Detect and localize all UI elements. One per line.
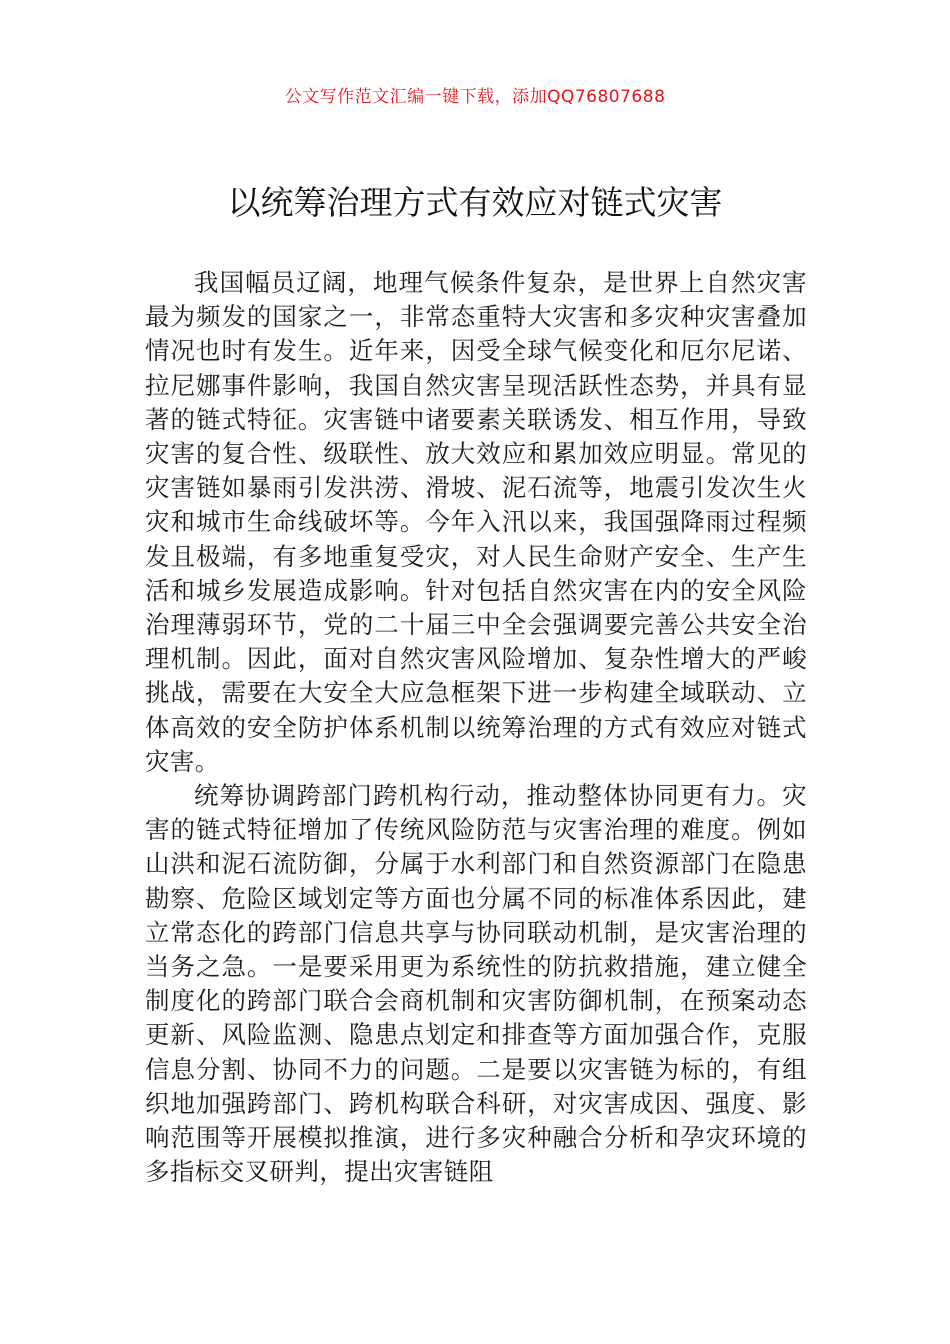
download-promo-note: 公文写作范文汇编一键下载，添加QQ76807688 — [284, 87, 666, 107]
body-paragraph: 统筹协调跨部门跨机构行动，推动整体协同更有力。灾害的链式特征增加了传统风险防范与灾害治理的难度。例如山洪和泥石流防御，分属于水利部门和自然资源部门在隐患勘察、危险区域划定等方面也分属不同的标准体系因此，建立常态化的跨部门信息共享与协同联动机制，是灾害治理的当务之急。一是要采用更为系统性的防抗救措施，建立健全制度化的跨部门联合会商机制和灾害防御机制，在预案动态更新、风险监测、隐患点划定和排查等方面加强合作，克服信息分割、协同不力的问题。二是要以灾害链为标的，有组织地加强跨部门、跨机构联合科研，对灾害成因、强度、影响范围等开展模拟推演，进行多灾种融合分析和孕灾环境的多指标交叉研判，提出灾害链阻 — [145, 781, 807, 1187]
document-body — [145, 266, 807, 1189]
body-paragraph: 我国幅员辽阔，地理气候条件复杂，是世界上自然灾害最为频发的国家之一，非常态重特大灾害和多灾种灾害叠加情况也时有发生。近年来，因受全球气候变化和厄尔尼诺、拉尼娜事件影响，我国自然灾害呈现活跃性态势，并具有显著的链式特征。灾害链中诸要素关联诱发、相互作用，导致灾害的复合性、级联性、放大效应和累加效应明显。常见的灾害链如暴雨引发洪涝、滑坡、泥石流等，地震引发次生火灾和城市生命线破坏等。今年入汛以来，我国强降雨过程频发且极端，有多地重复受灾，对人民生命财产安全、生产生活和城乡发展造成影响。针对包括自然灾害在内的安全风险治理薄弱环节，党的二十届三中全会强调要完善公共安全治理机制。因此，面对自然灾害风险增加、复杂性增大的严峻挑战，需要在大安全大应急框架下进一步构建全域联动、立体高效的安全防护体系机制以统筹治理的方式有效应对链式灾害。 — [145, 268, 807, 776]
document-title: 以统筹治理方式有效应对链式灾害 — [227, 183, 723, 222]
